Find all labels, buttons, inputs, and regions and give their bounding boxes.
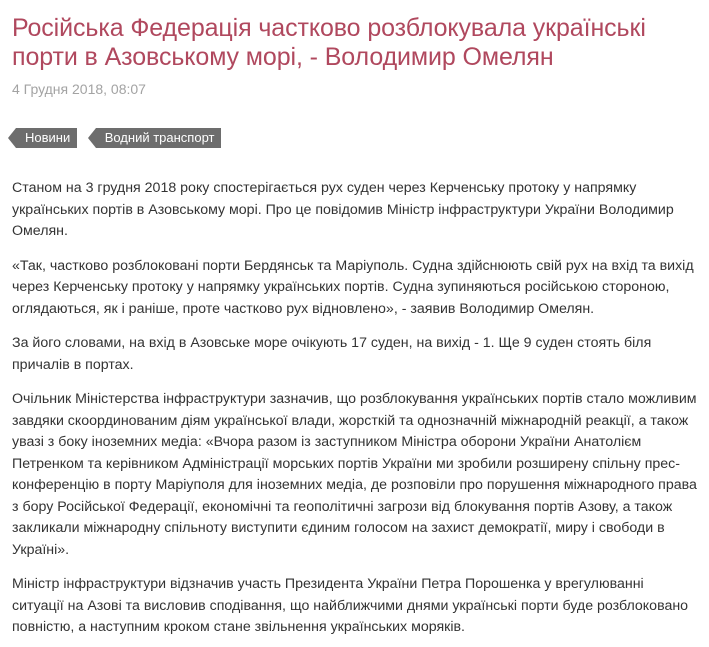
tag-water-transport[interactable]: Водний транспорт	[96, 128, 222, 148]
article-paragraph: «Так, частково розблоковані порти Бердянськ та Маріуполь. Судна здійснюють свій рух на вхід та вихід через Керченську протоку у напрямку українських портів. Судна зупиняються російською стороною, оглядаються, як і раніше, проте частково рух відновлено», - заявив Володимир Омелян.	[12, 257, 694, 317]
article-body	[12, 178, 697, 639]
article-date: 4 Грудня 2018, 08:07	[12, 81, 146, 97]
article-paragraph: Очільник Міністерства інфраструктури зазначив, що розблокування українських портів стало можливим завдяки скоординованим діям української влади, жорсткій та однозначній міжнародній реакції, а також увазі з боку іноземних медіа: «Вчора разом із заступником Міністра оборони України Анатолієм Петренком та керівником Адміністрації морських портів України ми зробили розширену спільну прес-конференцію в порту Маріуполя для іноземних медіа, де розповіли про порушення міжнародного права з бору Російської Федерації, економічні та геополітичні загрози від блокування портів Азову, а також закликали міжнародну спільноту виступити єдиним голосом на захист демократії, миру і свободи в Україні».	[12, 391, 697, 558]
article	[0, 14, 709, 639]
article-title: Російська Федерація частково розблокувала українські порти в Азовському морі, - Володимир Омелян	[12, 14, 646, 71]
tag-news[interactable]: Новини	[16, 128, 77, 148]
article-paragraph: За його словами, на вхід в Азовське море очікують 17 суден, на вихід - 1. Ще 9 суден стоять біля причалів в портах.	[12, 335, 652, 373]
tag-list	[12, 128, 697, 150]
article-paragraph: Міністр інфраструктури відзначив участь Президента України Петра Порошенка у врегулюванні ситуації на Азові та висловив сподівання, що найближчими днями українські порти буде розблоковано повністю, а наступним кроком стане звільнення українських моряків.	[12, 576, 689, 635]
article-paragraph: Станом на 3 грудня 2018 року спостерігається рух суден через Керченську протоку у напрямку українських портів в Азовському морі. Про це повідомив Міністр інфраструктури України Володимир Омелян.	[12, 180, 674, 239]
